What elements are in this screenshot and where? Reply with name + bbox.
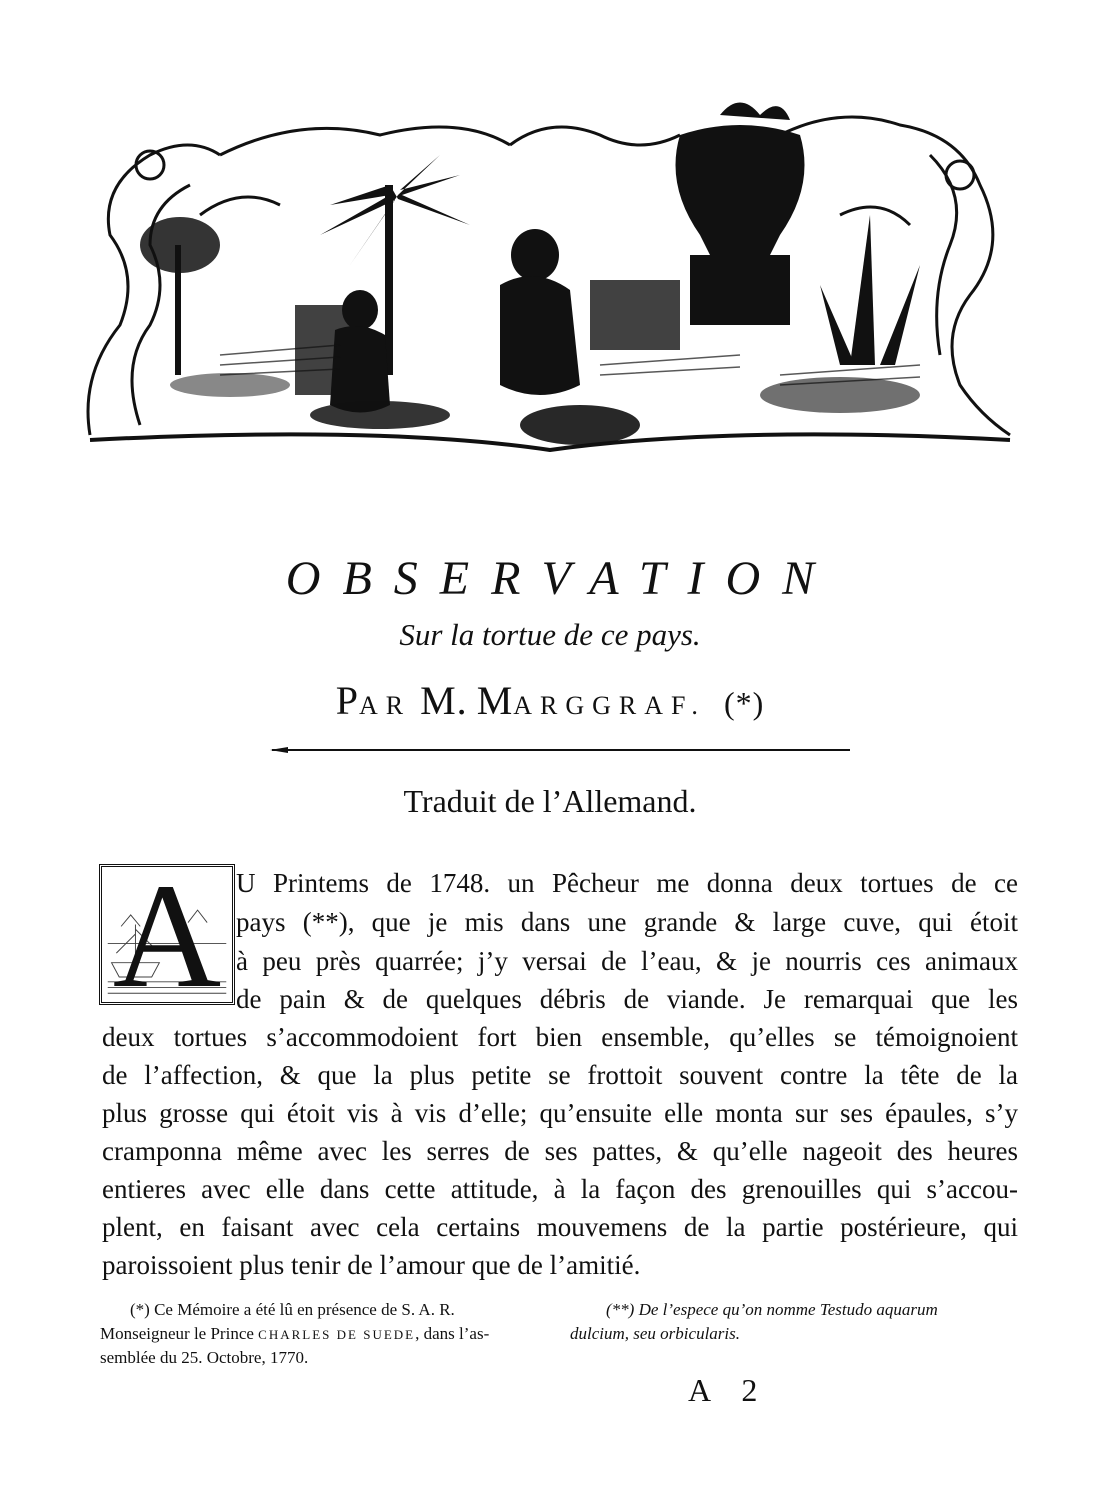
- body-line-3: à peu près quarrée; j’y versai de l’eau, & je nourris ces animaux: [236, 946, 1018, 976]
- body-line-5: deux tortues s’accommodoient fort bien ensemble, qu’elles se témoignoient: [102, 1022, 1018, 1052]
- author-title: M.: [420, 678, 468, 723]
- signature-mark: A 2: [688, 1372, 770, 1408]
- author-par-initial: P: [335, 678, 359, 723]
- footnote-right-line-2: dulcium, seu orbicularis.: [570, 1324, 740, 1343]
- body-line-7: plus grosse qui étoit vis à vis d’elle; qu’ensuite elle monta sur ses épaules, s’y: [102, 1098, 1018, 1128]
- author-line: [0, 680, 1100, 727]
- body-line-9: entieres avec elle dans cette attitude, à la façon des grenouilles qui s’accou-: [102, 1174, 1018, 1204]
- footnote-left-line-2: [100, 1322, 489, 1347]
- body-line-8: cramponna même avec les serres de ses pattes, & qu’elle nageoit des heures: [102, 1136, 1018, 1166]
- divider-rule: [272, 749, 850, 751]
- drop-cap-letter: A: [112, 853, 222, 1019]
- footnote-left-line-2-a: Monseigneur le Prince: [100, 1324, 254, 1343]
- author-note-mark: (*): [723, 685, 765, 721]
- footnote-prince-name: CHARLES DE SUEDE: [258, 1327, 416, 1342]
- footnote-left-line-3: semblée du 25. Octobre, 1770.: [100, 1348, 309, 1367]
- footnote-left-line-2-b: , dans l’as-: [415, 1324, 490, 1343]
- body-line-6: de l’affection, & que la plus petite se frottoit souvent contre la tête de la: [102, 1060, 1018, 1090]
- drop-cap-box: [99, 853, 235, 1019]
- page-subtitle: Sur la tortue de ce pays.: [399, 617, 701, 652]
- ornamental-headpiece-icon: [80, 95, 1020, 465]
- body-line-2: pays (**), que je mis dans une grande & large cuve, qui étoit: [236, 907, 1018, 937]
- body-line-4: de pain & de quelques débris de viande. Je remarquai que les: [236, 984, 1018, 1014]
- author-par-rest: AR: [358, 691, 412, 720]
- body-line-10: plent, en faisant avec cela certains mouvemens de la partie postérieure, qui: [102, 1212, 1018, 1242]
- body-line-11: paroissoient plus tenir de l’amour que de l’amitié.: [102, 1250, 641, 1280]
- footnote-left-line-1: (*) Ce Mémoire a été lû en présence de S. A. R.: [130, 1300, 455, 1319]
- author-name-initial: M: [476, 678, 514, 723]
- body-line-1: U Printems de 1748. un Pêcheur me donna deux tortues de ce: [236, 868, 1018, 898]
- translation-note: Traduit de l’Allemand.: [403, 783, 697, 819]
- page-title: OBSERVATION: [285, 552, 837, 605]
- author-name-rest: ARGGRAF.: [513, 691, 706, 720]
- footnote-right-line-1: (**) De l’espece qu’on nomme Testudo aquarum: [606, 1300, 938, 1319]
